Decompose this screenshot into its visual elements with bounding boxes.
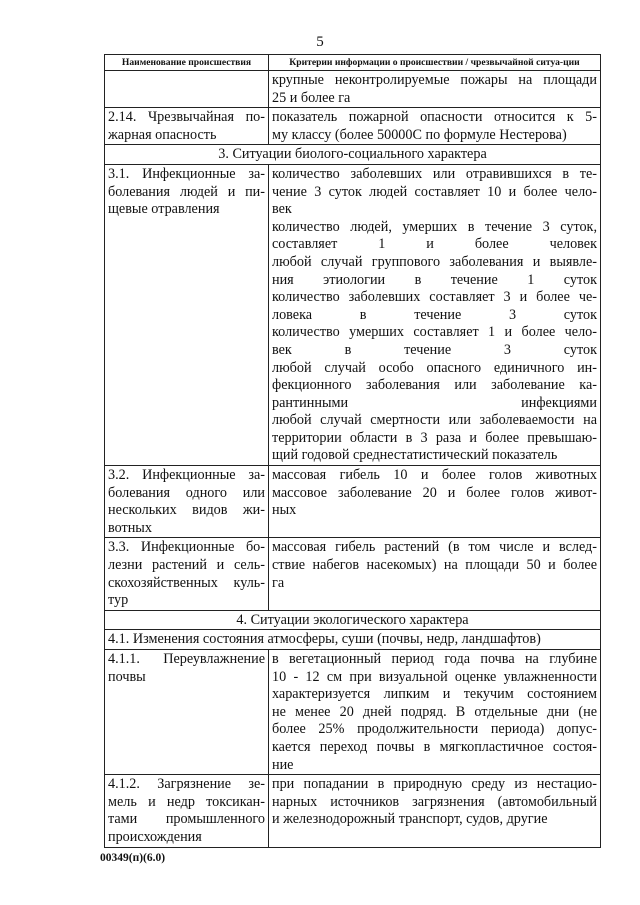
text-line: 3.2. Инфекционные за-	[108, 467, 265, 484]
text-line: количество заболевших или отравившихся в те-	[272, 165, 597, 182]
text-line: массовая гибель растений (в том числе и вслед-	[272, 539, 597, 556]
text-line: количество умерших составляет 1 и более чело-	[272, 324, 597, 341]
text-line: ловека в течение 3 суток	[272, 306, 597, 323]
criteria-cell	[269, 650, 601, 775]
text-line: не менее 20 дней подряд. В отдельные дни (не	[272, 703, 597, 720]
criteria-cell	[269, 775, 601, 847]
incident-name-cell	[105, 650, 269, 775]
text-line: ствие набегов насекомых) на площади 50 и более	[272, 557, 597, 574]
table-header-row	[105, 55, 601, 71]
text-line: происхождения	[108, 828, 202, 845]
criteria-cell	[269, 164, 601, 465]
table-row	[105, 775, 601, 847]
text-line: чение 3 суток людей составляет 10 и более чело-	[272, 183, 597, 200]
text-line: жарная опасность	[108, 126, 217, 143]
subsection-heading: 4.1. Изменения состояния атмосферы, суши (почвы, недр, ландшафтов)	[105, 630, 601, 650]
page-number: 5	[316, 34, 324, 50]
text-line: вотных	[108, 519, 152, 536]
section-row	[105, 610, 601, 630]
text-line: 2.14. Чрезвычайная по-	[108, 109, 265, 126]
text-line: почвы	[108, 668, 146, 685]
text-line: территории области в 3 раза и более превышаю-	[272, 429, 597, 446]
text-line: любой случай смертности или заболеваемости на	[272, 412, 597, 429]
text-line: 4.1.1. Переувлажнение	[108, 651, 265, 667]
table-row	[105, 538, 601, 610]
table-row	[105, 71, 601, 108]
section-heading: 4. Ситуации экологического характера	[105, 610, 601, 630]
text-line: му классу (более 50000С по формуле Нестерова)	[272, 126, 567, 143]
text-line: болевания одного или	[108, 484, 265, 501]
header-criteria: Критерии информации о происшествии / чрезвычайной ситуа-ции	[269, 55, 601, 71]
text-line: лезни растений и сель-	[108, 557, 265, 574]
text-line: в вегетационный период года почва на глубине	[272, 651, 597, 667]
text-line: щевые отравления	[108, 201, 220, 218]
text-line: 25 и более га	[272, 89, 351, 106]
section-heading: 3. Ситуации биолого-социального характера	[105, 145, 601, 165]
text-line: тами промышленного	[108, 811, 265, 828]
text-line: тур	[108, 592, 129, 609]
incident-name-cell	[105, 775, 269, 847]
text-line: 10 - 12 см при визуальной оценке увлажненности	[272, 668, 597, 685]
criteria-cell	[269, 538, 601, 610]
text-line: составляет 1 и более человек	[272, 236, 597, 253]
criteria-cell	[269, 466, 601, 538]
incident-name-cell	[105, 108, 269, 145]
table-row	[105, 108, 601, 145]
text-line: мель и недр токсикан-	[108, 793, 265, 810]
text-line: массовое заболевание 20 и более голов живот-	[272, 484, 597, 501]
text-line: крупные неконтролируемые пожары на площади	[272, 72, 597, 88]
incident-name-cell	[105, 466, 269, 538]
document-code: 00349(п)(6.0)	[100, 852, 166, 864]
text-line: и железнодорожный транспорт, судов, другие	[272, 811, 548, 828]
text-line: 3.3. Инфекционные бо-	[108, 539, 265, 556]
text-line: количество людей, умерших в течение 3 суток,	[272, 218, 597, 235]
text-line: рантинными инфекциями	[272, 394, 597, 411]
text-line: любой случай особо опасного единичного ин-	[272, 359, 597, 376]
text-line: скохозяйственных куль-	[108, 574, 265, 591]
text-line: массовая гибель 10 и более голов животных	[272, 467, 597, 484]
text-line: показатель пожарной опасности относится к 5-	[272, 109, 597, 126]
text-line: щий годовой среднестатистический показатель	[272, 447, 558, 464]
text-line: при попадании в природную среду из нестацио-	[272, 776, 597, 793]
text-line: характеризуется липким и текучим состоянием	[272, 686, 597, 703]
subsection-row	[105, 630, 601, 650]
text-line: кается переход почвы в мягкопластичное состоя-	[272, 738, 597, 755]
text-line: век в течение 3 суток	[272, 341, 597, 358]
text-line: болевания людей и пи-	[108, 183, 265, 200]
text-line: любой случай группового заболевания и выявле-	[272, 253, 597, 270]
text-line: ние	[272, 756, 294, 773]
text-line: 4.1.2. Загрязнение зе-	[108, 776, 265, 793]
text-line: нескольких видов жи-	[108, 502, 265, 519]
text-line: нарных источников загрязнения (автомобильный	[272, 793, 597, 810]
text-line: более 25% продолжительности периода) допус-	[272, 721, 597, 738]
section-row	[105, 145, 601, 165]
text-line: количество заболевших составляет 3 и более че-	[272, 289, 597, 306]
text-line: 3.1. Инфекционные за-	[108, 165, 265, 182]
criteria-cell	[269, 108, 601, 145]
text-line: га	[272, 574, 285, 591]
text-line: фекционного заболевания или заболевание ка-	[272, 377, 597, 394]
incident-name-cell	[105, 538, 269, 610]
table-row	[105, 650, 601, 775]
criteria-cell	[269, 71, 601, 108]
incident-criteria-table	[104, 54, 601, 848]
header-incident-name: Наименование происшествия	[105, 55, 269, 71]
text-line: ния этиологии в течение 1 суток	[272, 271, 597, 288]
text-line: ных	[272, 502, 297, 519]
table-row	[105, 466, 601, 538]
table-row	[105, 164, 601, 465]
incident-name-cell	[105, 71, 269, 108]
incident-name-cell	[105, 164, 269, 465]
text-line: век	[272, 201, 292, 218]
